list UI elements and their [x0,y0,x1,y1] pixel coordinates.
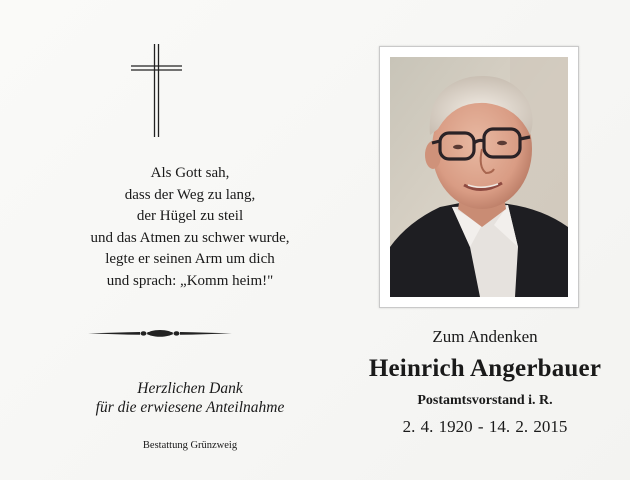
thanks-message [40,379,340,417]
deceased-name: Heinrich Angerbauer [368,355,602,382]
portrait-photo [390,57,568,297]
portrait-illustration [390,57,568,297]
poem [40,163,340,292]
poem-line: und sprach: „Komm heim!" [106,272,274,289]
portrait-frame [379,46,579,308]
poem-line: Als Gott sah, [150,165,230,181]
poem-line: dass der Weg zu lang, [124,186,256,203]
deceased-title: Postamtsvorstand i. R. [417,393,553,408]
life-dates: 2. 4. 1920 - 14. 2. 2015 [402,417,568,436]
poem-line: der Hügel zu steil [136,208,244,224]
poem-line: und das Atmen zu schwer wurde, [90,229,290,246]
thanks-line-2: für die erwiesene Anteilnahme [95,399,285,416]
poem-line: legte er seinen Arm um dich [105,251,275,267]
ornamental-divider [88,330,232,337]
funeral-home-label: Bestattung Grünzweig [142,440,238,451]
cross-icon [131,44,182,137]
thanks-line-1: Herzlichen Dank [137,380,243,397]
in-memory-heading: Zum Andenken [432,327,538,346]
